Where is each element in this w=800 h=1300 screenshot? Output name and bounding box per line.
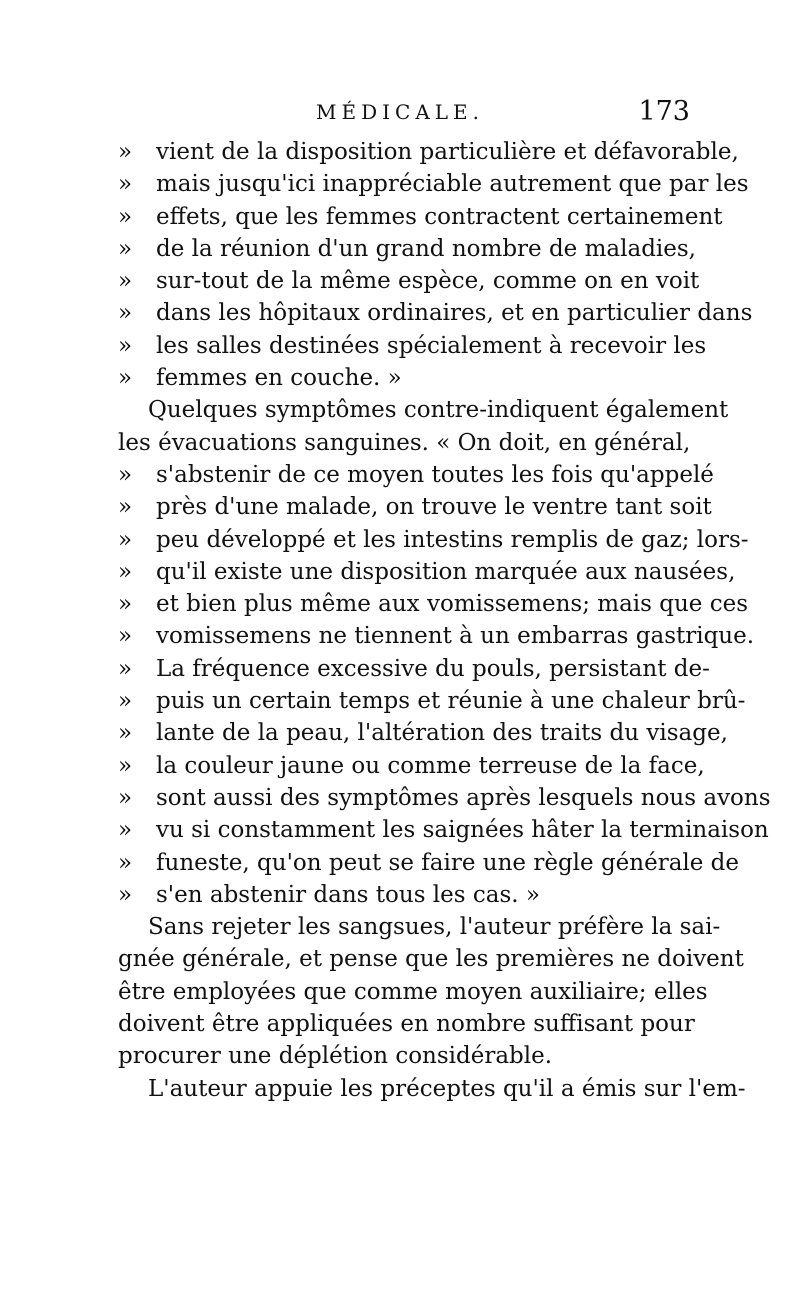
text-line: » s'abstenir de ce moyen toutes les fois qu'appelé [118, 459, 684, 491]
text-line: » peu développé et les intestins remplis de gaz; lors- [118, 524, 684, 556]
text-line: » la couleur jaune ou comme terreuse de la face, [118, 750, 684, 782]
text-line: » vu si constamment les saignées hâter la terminaison [118, 814, 684, 846]
text-line: » et bien plus même aux vomissemens; mais que ces [118, 588, 684, 620]
text-line: gnée générale, et pense que les premières ne doivent [118, 946, 744, 973]
body-text [118, 136, 771, 1105]
text-line: » sur-tout de la même espèce, comme on en voit [118, 265, 684, 297]
text-line: doivent être appliquées en nombre suffisant pour [118, 1011, 695, 1038]
running-title: MÉDICALE. [316, 100, 484, 124]
text-line: » funeste, qu'on peut se faire une règle générale de [118, 847, 684, 879]
text-line: » La fréquence excessive du pouls, persistant de- [118, 653, 684, 685]
text-line: » femmes en couche. » [118, 362, 684, 394]
text-line: Sans rejeter les sangsues, l'auteur préfère la sai- [148, 914, 721, 941]
text-line: les évacuations sanguines. « On doit, en général, [118, 429, 691, 456]
text-line: » effets, que les femmes contractent certainement [118, 201, 684, 233]
text-line: » près d'une malade, on trouve le ventre tant soit [118, 491, 684, 523]
page-number: 173 [638, 96, 690, 127]
text-line: L'auteur appuie les préceptes qu'il a émis sur l'em- [148, 1075, 746, 1102]
text-line: » de la réunion d'un grand nombre de maladies, [118, 233, 684, 265]
text-line: » mais jusqu'ici inappréciable autrement que par les [118, 168, 684, 200]
text-line: » s'en abstenir dans tous les cas. » [118, 879, 684, 911]
text-line: » sont aussi des symptômes après lesquels nous avons [118, 782, 684, 814]
text-line: » puis un certain temps et réunie à une chaleur brû- [118, 685, 684, 717]
text-line: » lante de la peau, l'altération des traits du visage, [118, 717, 684, 749]
text-line: être employées que comme moyen auxiliaire; elles [118, 978, 708, 1005]
text-line: » dans les hôpitaux ordinaires, et en particulier dans [118, 297, 684, 329]
text-line: Quelques symptômes contre-indiquent également [148, 397, 729, 424]
text-line: » les salles destinées spécialement à recevoir les [118, 330, 684, 362]
text-line: » vient de la disposition particulière et défavorable, [118, 136, 684, 168]
text-line: procurer une déplétion considérable. [118, 1043, 553, 1070]
text-line: » qu'il existe une disposition marquée aux nausées, [118, 556, 684, 588]
text-line: » vomissemens ne tiennent à un embarras gastrique. [118, 620, 684, 652]
